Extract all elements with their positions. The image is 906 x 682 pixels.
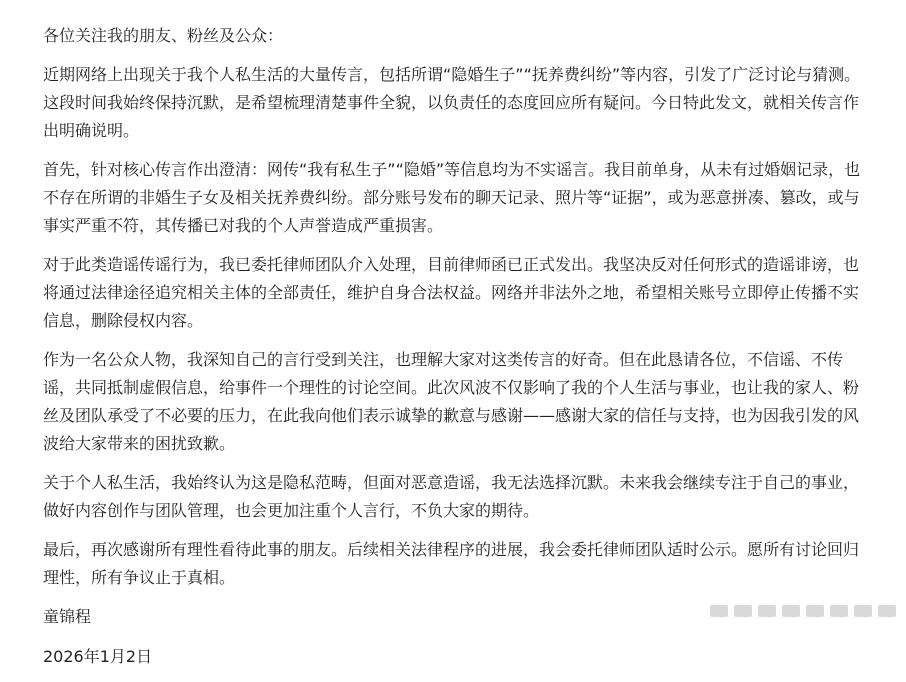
paragraph-4 [43,346,873,458]
paragraph-line: 出明确说明。 [43,121,140,140]
paragraph-line: 事实严重不符，其传播已对我的个人声誉造成严重损害。 [43,216,444,235]
paragraph-line: 将通过法律途径追究相关主体的全部责任，维护自身合法权益。网络并非法外之地，希望相关账号立即停止传播不实 [43,283,860,302]
paragraph-2 [43,156,873,240]
paragraph-3 [43,251,873,335]
paragraph-line: 做好内容创作与团队管理，也会更加注重个人言行，不负大家的期待。 [43,501,540,520]
paragraph-line: 作为一名公众人物，我深知自己的言行受到关注，也理解大家对这类传言的好奇。但在此恳请各位，不信谣、不传 [43,350,844,369]
paragraph-line: 首先，针对核心传言作出澄清：网传“我有私生子”“隐婚”等信息均为不实谣言。我目前单身，从未有过婚姻记录，也 [43,160,861,179]
paragraph-line: 近期网络上出现关于我个人私生活的大量传言，包括所谓“隐婚生子”“抚养费纠纷”等内容，引发了广泛讨论与猜测。 [43,65,861,84]
salutation: 各位关注我的朋友、粉丝及公众： [43,26,284,45]
paragraph-line: 关于个人私生活，我始终认为这是隐私范畴，但面对恶意造谣，我无法选择沉默。未来我会继续专注于自己的事业， [43,473,860,492]
date: 2026年1月2日 [43,647,153,666]
paragraph-line: 波给大家带来的困扰致歉。 [43,434,236,453]
paragraph-5 [43,469,873,525]
paragraph-line: 丝及团队承受了不必要的压力，在此我向他们表示诚挚的歉意与感谢——感谢大家的信任与支持，也为因我引发的风 [43,406,860,425]
paragraph-line: 对于此类造谣传谣行为，我已委托律师团队介入处理，目前律师函已正式发出。我坚决反对任何形式的造谣诽谤，也 [43,255,860,274]
paragraph-line: 这段时间我始终保持沉默，是希望梳理清楚事件全貌，以负责任的态度回应所有疑问。今日特此发文，就相关传言作 [43,93,860,112]
signature: 童锦程 [43,607,92,626]
paragraph-line: 谣，共同抵制虚假信息，给事件一个理性的讨论空间。此次风波不仅影响了我的个人生活与事业，也让我的家人、粉 [43,378,860,397]
paragraph-line: 理性，所有争议止于真相。 [43,568,236,587]
paragraph-line: 信息，删除侵权内容。 [43,311,204,330]
paragraph-line: 最后，再次感谢所有理性看待此事的朋友。后续相关法律程序的进展，我会委托律师团队适时公示。愿所有讨论回归 [43,540,860,559]
paragraph-1 [43,61,873,145]
statement-document [43,22,873,682]
watermark-logo [700,600,900,622]
paragraph-line: 不存在所谓的非婚生子女及相关抚养费纠纷。部分账号发布的聊天记录、照片等“证据”，或为恶意拼凑、篡改，或与 [43,188,860,207]
paragraph-6 [43,536,873,592]
